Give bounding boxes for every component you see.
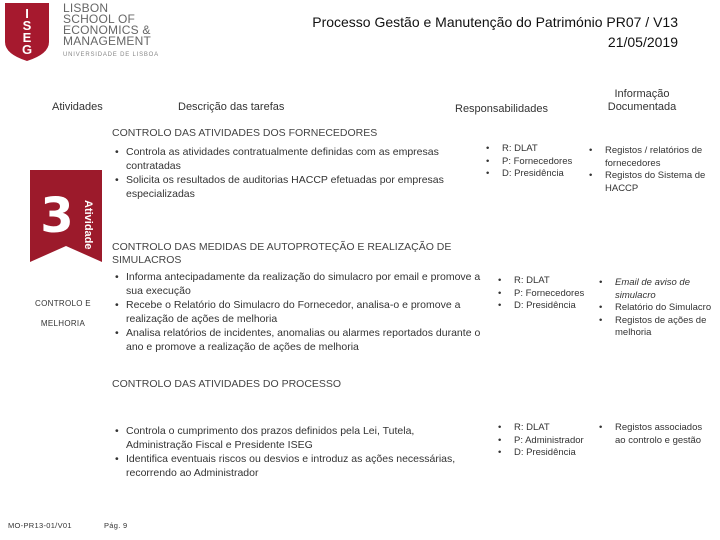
document-item: • Registos associados ao controlo e gestão bbox=[597, 422, 712, 447]
page-title bbox=[312, 12, 678, 52]
responsibility-item: • R: DLAT bbox=[496, 275, 596, 288]
responsibility-item: • D: Presidência bbox=[496, 447, 601, 460]
logo-line: SCHOOL OF bbox=[63, 12, 136, 26]
documents-list bbox=[597, 277, 717, 340]
activity-label-wrap bbox=[72, 200, 94, 260]
section-heading-line: SIMULACROS bbox=[112, 254, 182, 266]
logo-subtitle: UNIVERSIDADE DE LISBOA bbox=[63, 52, 159, 58]
responsibility-item: • D: Presidência bbox=[484, 168, 584, 181]
activity-label: Atividade bbox=[82, 200, 94, 250]
column-header-docs bbox=[590, 88, 694, 114]
task-item: • Solicita os resultados de auditorias HACCP efetuadas por empresas especializadas bbox=[112, 173, 457, 201]
docs-header-line: Documentada bbox=[607, 101, 677, 113]
responsibility-list bbox=[484, 143, 584, 181]
document-item: • Email de aviso de simulacro bbox=[597, 277, 717, 302]
task-list bbox=[112, 424, 472, 480]
document-item: • Registos do Sistema de HACCP bbox=[587, 170, 712, 195]
column-header-activities: Atividades bbox=[52, 101, 103, 113]
documents-list bbox=[597, 422, 712, 447]
column-header-responsibilities: Responsabilidades bbox=[455, 103, 548, 115]
section-heading: CONTROLO DAS ATIVIDADES DO PROCESSO bbox=[112, 378, 342, 390]
documents-list bbox=[587, 145, 712, 195]
section-heading-line: CONTROLO DAS MEDIDAS DE AUTOPROTEÇÃO E REALIZAÇÃO DE bbox=[112, 241, 452, 253]
svg-text:E: E bbox=[22, 30, 32, 45]
logo-line: ECONOMICS & bbox=[63, 23, 151, 37]
logo-line: MANAGEMENT bbox=[63, 34, 152, 48]
task-list bbox=[112, 145, 457, 201]
task-item: • Controla o cumprimento dos prazos definidos pela Lei, Tutela, Administração Fiscal e Presidente ISEG bbox=[112, 424, 472, 452]
section-heading bbox=[112, 241, 451, 267]
svg-text:G: G bbox=[21, 42, 33, 57]
task-item: • Informa antecipadamente da realização do simulacro por email e promove a sua execução bbox=[112, 270, 492, 298]
activity-phase-line2: MELHORIA bbox=[40, 319, 86, 328]
title-line: Processo Gestão e Manutenção do Património PR07 / V13 bbox=[312, 14, 678, 30]
docs-header-line: Informação bbox=[614, 88, 670, 100]
responsibility-item: • R: DLAT bbox=[484, 143, 584, 156]
svg-text:S: S bbox=[22, 18, 32, 33]
activity-number: 3 bbox=[40, 188, 74, 244]
responsibility-list bbox=[496, 275, 596, 313]
responsibility-item: • P: Fornecedores bbox=[496, 288, 596, 301]
responsibility-item: • P: Fornecedores bbox=[484, 156, 584, 169]
task-item: • Controla as atividades contratualmente definidas com as empresas contratadas bbox=[112, 145, 457, 173]
document-item: • Registos / relatórios de fornecedores bbox=[587, 145, 712, 170]
activity-phase-line1: CONTROLO E bbox=[35, 299, 91, 308]
document-item: • Registos de ações de melhoria bbox=[597, 315, 717, 340]
column-header-tasks: Descrição das tarefas bbox=[178, 101, 285, 113]
task-item: • Analisa relatórios de incidentes, anomalias ou alarmes reportados durante o ano e promove a realização de ações de melhoria bbox=[112, 326, 492, 354]
iseg-logo-shield bbox=[4, 2, 50, 62]
svg-text:I: I bbox=[25, 6, 29, 21]
task-item: • Identifica eventuais riscos ou desvios e introduz as ações necessárias, recorrendo ao Administrador bbox=[112, 452, 472, 480]
logo-line: LISBON bbox=[63, 1, 109, 15]
responsibility-item: • P: Administrador bbox=[496, 435, 601, 448]
page-number: Pág. 9 bbox=[104, 521, 128, 530]
document-item: • Relatório do Simulacro bbox=[597, 302, 717, 315]
responsibility-list bbox=[496, 422, 601, 460]
task-item: • Recebe o Relatório do Simulacro do Fornecedor, analisa-o e promove a realização de ações de melhoria bbox=[112, 298, 492, 326]
task-list bbox=[112, 270, 492, 354]
document-code: MO-PR13-01/V01 bbox=[8, 521, 72, 530]
responsibility-item: • R: DLAT bbox=[496, 422, 601, 435]
responsibility-item: • D: Presidência bbox=[496, 300, 596, 313]
title-date: 21/05/2019 bbox=[607, 34, 678, 50]
section-heading: CONTROLO DAS ATIVIDADES DOS FORNECEDORES bbox=[112, 127, 378, 139]
logo-wordmark bbox=[63, 3, 151, 47]
